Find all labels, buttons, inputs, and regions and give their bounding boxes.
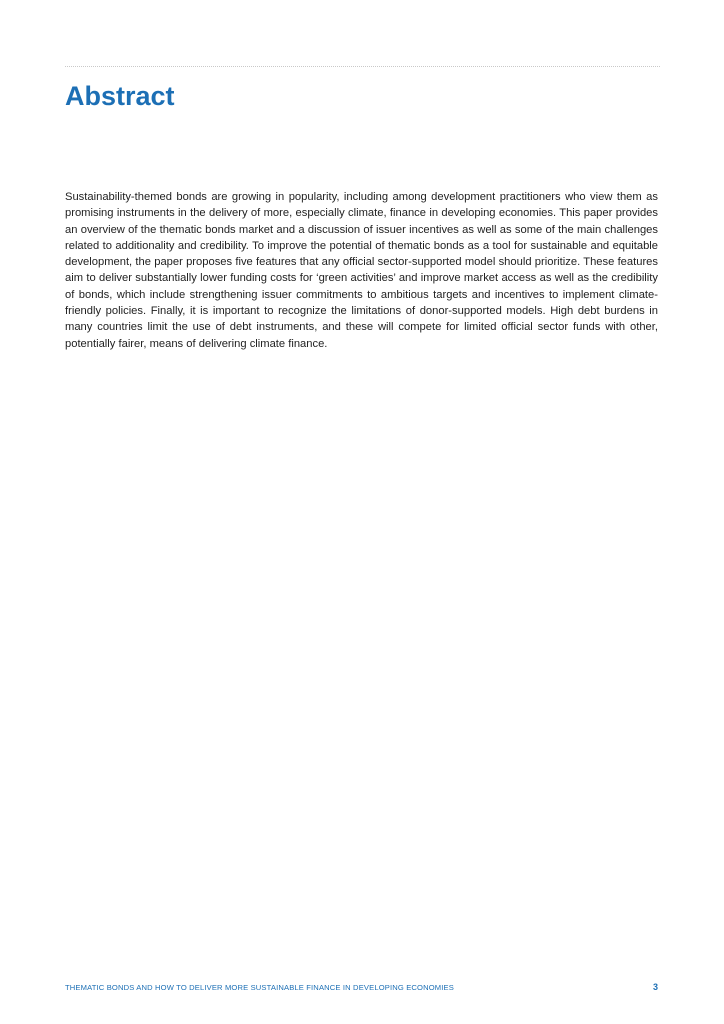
page-number: 3 — [652, 982, 658, 992]
page-title: Abstract — [65, 81, 175, 111]
footer-running-title: THEMATIC BONDS AND HOW TO DELIVER MORE SUSTAINABLE FINANCE IN DEVELOPING ECONOMIES — [65, 983, 454, 992]
header-divider — [65, 66, 660, 67]
abstract-paragraph: Sustainability-themed bonds are growing in popularity, including among development practitioners who view them as promising instruments in the delivery of more, especially climate, finance in developing economies. This paper provides an overview of the thematic bonds market and a discussion of issuer incentives as well as some of the main challenges related to additionality and credibility. To improve the potential of thematic bonds as a tool for sustainable and equitable development, the paper proposes five features that any official sector-supported model should prioritize. These features aim to deliver substantially lower funding costs for ‘green activities’ and improve market access as well as the credibility of bonds, which include strengthening issuer commitments to ambitious targets and incentives to implement climate-friendly policies. Finally, it is important to recognize the limitations of donor-supported models. High debt burdens in many countries limit the use of debt instruments, and these will compete for limited official sector funds with other, potentially fairer, means of delivering climate finance. — [65, 191, 658, 350]
